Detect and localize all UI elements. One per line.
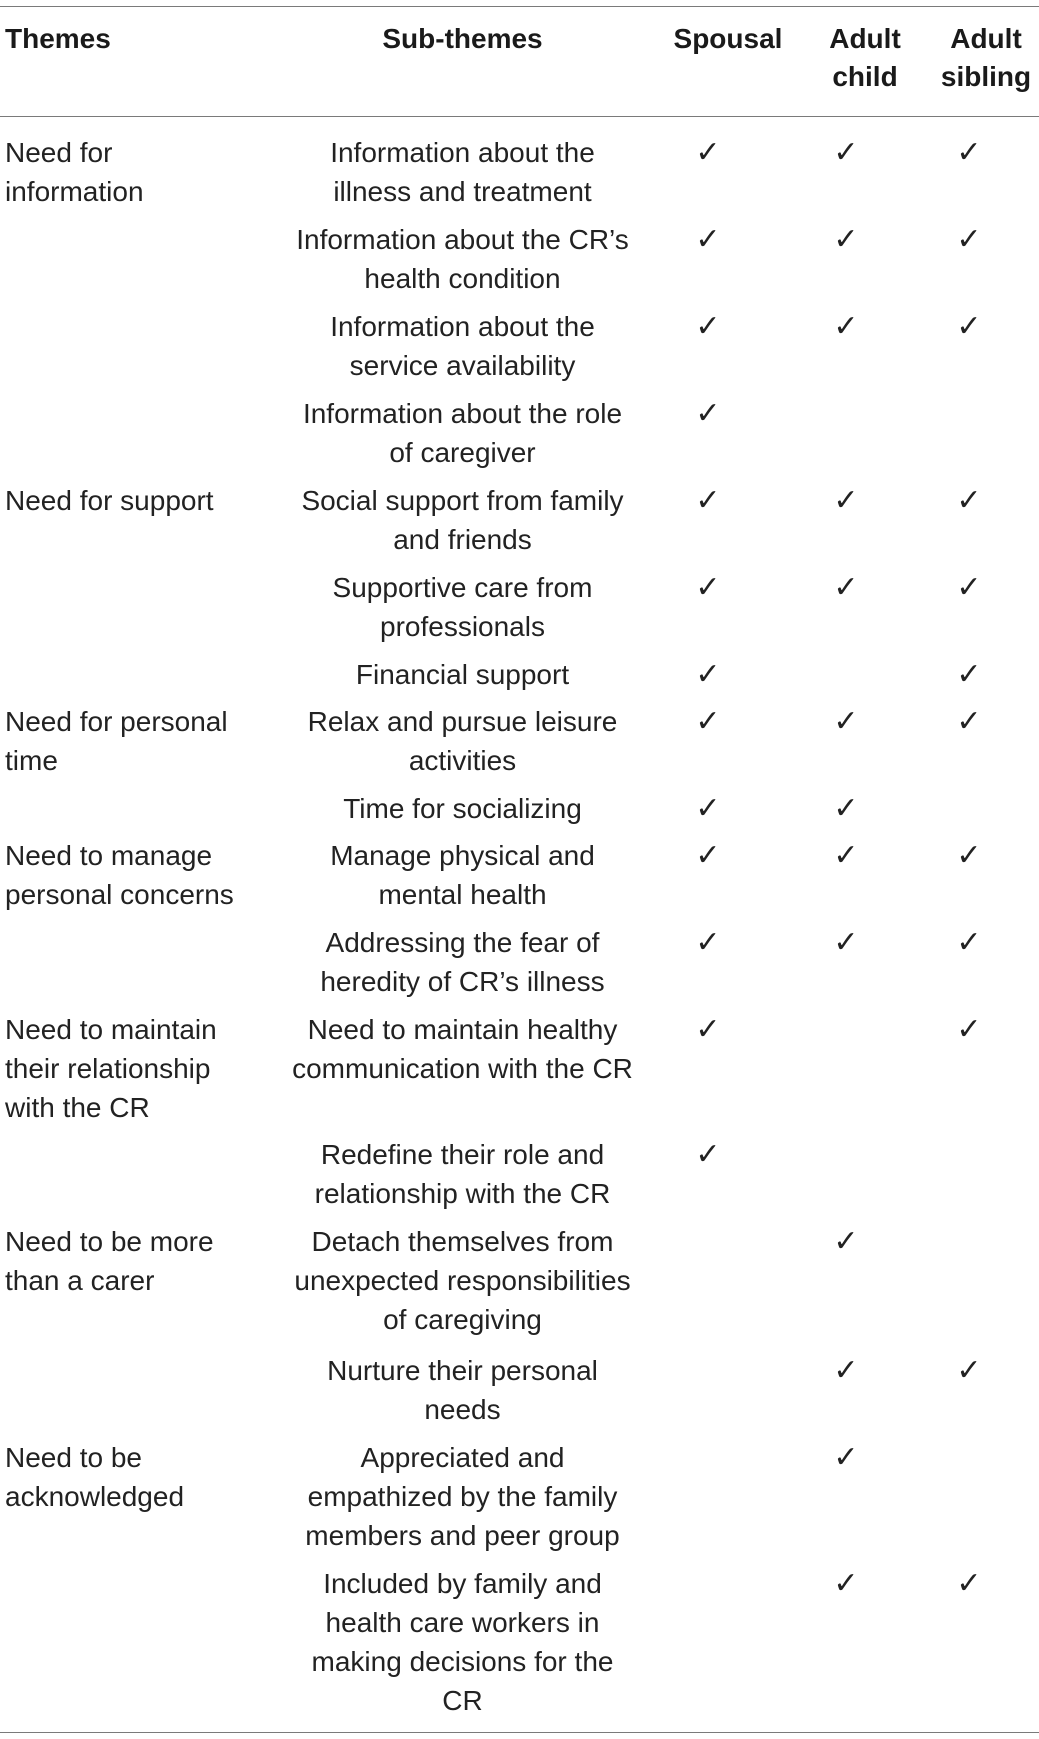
theme-line: Need to manage xyxy=(5,840,213,871)
subtheme-cell xyxy=(275,133,650,211)
subtheme-line: Redefine their role and xyxy=(320,1139,605,1170)
subtheme-cell xyxy=(275,1564,650,1720)
theme-line: Need for xyxy=(5,137,113,168)
check-icon-adult-child: ✓ xyxy=(833,222,859,257)
check-icon-spousal: ✓ xyxy=(695,838,721,873)
subtheme-cell xyxy=(275,394,650,472)
theme-cell xyxy=(5,1010,260,1127)
check-icon-adult-child: ✓ xyxy=(833,925,859,960)
subtheme-line: Included by family and xyxy=(323,1568,602,1599)
subtheme-cell xyxy=(275,702,650,780)
subtheme-line: mental health xyxy=(378,879,547,910)
subtheme-line: Manage physical and xyxy=(330,840,595,871)
subtheme-cell xyxy=(275,655,650,694)
check-icon-adult-sibling: ✓ xyxy=(956,222,982,257)
check-icon-spousal: ✓ xyxy=(695,135,721,170)
header-adult-sibling xyxy=(933,20,1039,96)
subtheme-cell xyxy=(275,836,650,914)
check-icon-spousal: ✓ xyxy=(695,222,721,257)
top-rule xyxy=(0,6,1039,7)
subtheme-line: Time for socializing xyxy=(343,793,582,824)
header-themes: Themes xyxy=(5,23,111,54)
subtheme-line: making decisions for the xyxy=(311,1646,614,1677)
theme-line: Need to be xyxy=(5,1442,142,1473)
check-icon-spousal: ✓ xyxy=(695,396,721,431)
check-icon-spousal: ✓ xyxy=(695,657,721,692)
subtheme-line: professionals xyxy=(380,611,545,642)
check-icon-adult-sibling: ✓ xyxy=(956,704,982,739)
check-icon-spousal: ✓ xyxy=(695,570,721,605)
theme-line: acknowledged xyxy=(5,1481,185,1512)
subtheme-line: Nurture their personal xyxy=(327,1355,598,1386)
subtheme-line: health care workers in xyxy=(325,1607,600,1638)
subtheme-cell xyxy=(275,789,650,828)
check-icon-adult-sibling: ✓ xyxy=(956,570,982,605)
check-icon-spousal: ✓ xyxy=(695,1012,721,1047)
check-icon-adult-child: ✓ xyxy=(833,1224,859,1259)
header-adult-sibling-line1: Adult xyxy=(950,23,1022,54)
subtheme-cell xyxy=(275,1438,650,1555)
check-icon-adult-sibling: ✓ xyxy=(956,838,982,873)
subtheme-line: Need to maintain healthy xyxy=(307,1014,618,1045)
subtheme-cell xyxy=(275,220,650,298)
subtheme-line: members and peer group xyxy=(305,1520,620,1551)
subtheme-cell xyxy=(275,1351,650,1429)
check-icon-spousal: ✓ xyxy=(695,925,721,960)
subtheme-line: Financial support xyxy=(355,659,570,690)
check-icon-spousal: ✓ xyxy=(695,483,721,518)
subtheme-line: heredity of CR’s illness xyxy=(320,966,605,997)
header-adult-child-line1: Adult xyxy=(829,23,901,54)
subtheme-line: Supportive care from xyxy=(332,572,593,603)
theme-line: Need for support xyxy=(5,485,214,516)
subtheme-line: Addressing the fear of xyxy=(325,927,600,958)
theme-cell xyxy=(5,133,260,211)
check-icon-spousal: ✓ xyxy=(695,1137,721,1172)
subtheme-line: Detach themselves from xyxy=(311,1226,614,1257)
check-icon-adult-child: ✓ xyxy=(833,838,859,873)
subtheme-line: communication with the CR xyxy=(292,1053,633,1084)
subtheme-line: Social support from family xyxy=(301,485,624,516)
check-icon-adult-sibling: ✓ xyxy=(956,925,982,960)
subtheme-line: Information about the CR’s xyxy=(296,224,629,255)
subtheme-line: unexpected responsibilities xyxy=(294,1265,631,1296)
bottom-rule xyxy=(0,1732,1039,1733)
theme-line: Need for personal xyxy=(5,706,228,737)
theme-cell xyxy=(5,702,260,780)
subtheme-line: needs xyxy=(424,1394,501,1425)
subtheme-line: of caregiving xyxy=(383,1304,542,1335)
theme-line: Need to be more xyxy=(5,1226,214,1257)
check-icon-adult-child: ✓ xyxy=(833,135,859,170)
subtheme-line: empathized by the family xyxy=(307,1481,618,1512)
check-icon-spousal: ✓ xyxy=(695,309,721,344)
subtheme-cell xyxy=(275,481,650,559)
subtheme-cell xyxy=(275,1010,650,1088)
check-icon-adult-sibling: ✓ xyxy=(956,657,982,692)
header-adult-sibling-line2: sibling xyxy=(940,61,1032,92)
subtheme-line: relationship with the CR xyxy=(314,1178,611,1209)
check-icon-spousal: ✓ xyxy=(695,791,721,826)
subtheme-line: Relax and pursue leisure xyxy=(307,706,618,737)
subtheme-cell xyxy=(275,1222,650,1339)
subtheme-line: service availability xyxy=(349,350,576,381)
theme-line: time xyxy=(5,745,58,776)
subtheme-line: and friends xyxy=(393,524,532,555)
check-icon-adult-child: ✓ xyxy=(833,704,859,739)
subtheme-line: activities xyxy=(408,745,517,776)
check-icon-adult-child: ✓ xyxy=(833,570,859,605)
theme-line: Need to maintain xyxy=(5,1014,217,1045)
header-rule xyxy=(0,116,1039,117)
subtheme-line: health condition xyxy=(364,263,561,294)
check-icon-spousal: ✓ xyxy=(695,704,721,739)
theme-line: with the CR xyxy=(5,1092,150,1123)
check-icon-adult-child: ✓ xyxy=(833,791,859,826)
subtheme-line: Appreciated and xyxy=(360,1442,565,1473)
theme-line: information xyxy=(5,176,144,207)
check-icon-adult-child: ✓ xyxy=(833,1353,859,1388)
check-icon-adult-child: ✓ xyxy=(833,309,859,344)
subtheme-cell xyxy=(275,1135,650,1213)
theme-line: than a carer xyxy=(5,1265,155,1296)
header-subthemes: Sub-themes xyxy=(382,23,543,54)
check-icon-adult-child: ✓ xyxy=(833,483,859,518)
header-adult-child-line2: child xyxy=(832,61,898,92)
subtheme-cell xyxy=(275,307,650,385)
subtheme-cell xyxy=(275,568,650,646)
subtheme-line: CR xyxy=(442,1685,483,1716)
check-icon-adult-child: ✓ xyxy=(833,1566,859,1601)
theme-cell xyxy=(5,1222,260,1300)
theme-cell xyxy=(5,1438,260,1516)
theme-line: personal concerns xyxy=(5,879,234,910)
theme-line: their relationship xyxy=(5,1053,211,1084)
theme-cell xyxy=(5,836,260,914)
header-adult-child xyxy=(805,20,925,96)
header-spousal: Spousal xyxy=(673,23,783,54)
subtheme-line: Information about the xyxy=(330,137,595,168)
check-icon-adult-sibling: ✓ xyxy=(956,1566,982,1601)
subtheme-line: Information about the role xyxy=(302,398,623,429)
subtheme-line: Information about the xyxy=(330,311,595,342)
check-icon-adult-sibling: ✓ xyxy=(956,135,982,170)
theme-cell xyxy=(5,481,260,520)
check-icon-adult-sibling: ✓ xyxy=(956,309,982,344)
check-icon-adult-sibling: ✓ xyxy=(956,483,982,518)
check-icon-adult-sibling: ✓ xyxy=(956,1353,982,1388)
check-icon-adult-child: ✓ xyxy=(833,1440,859,1475)
subtheme-line: of caregiver xyxy=(389,437,536,468)
subtheme-line: illness and treatment xyxy=(333,176,592,207)
check-icon-adult-sibling: ✓ xyxy=(956,1012,982,1047)
subtheme-cell xyxy=(275,923,650,1001)
